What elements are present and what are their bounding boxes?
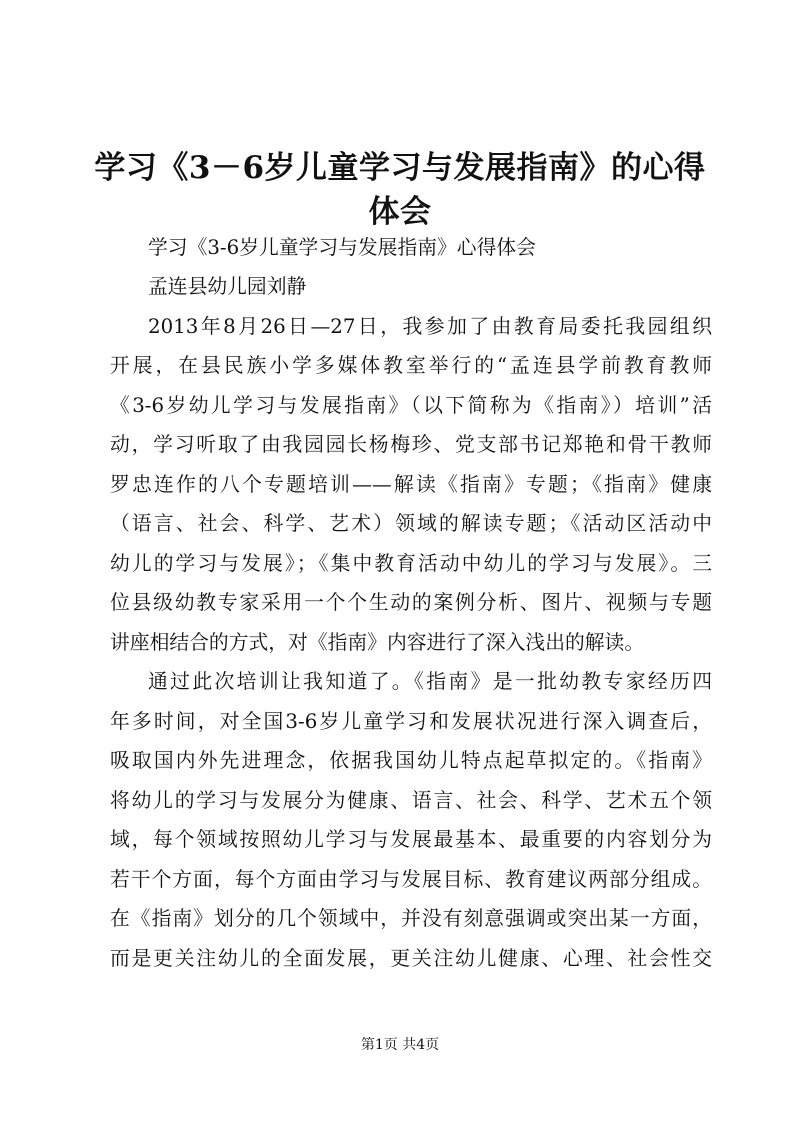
paragraph-1-line: 开展，在县民族小学多媒体教室举行的“孟连县学前教育教师 [110, 354, 712, 377]
paragraph-2-line: 而是更关注幼儿的全面发展，更关注幼儿健康、心理、社会性交 [110, 947, 712, 970]
paragraph-2-line: 通过此次培训让我知道了。《指南》是一批幼教专家经历四 [148, 670, 712, 693]
paragraph-2-line: 在《指南》划分的几个领域中，并没有刻意强调或突出某一方面， [110, 907, 712, 930]
paragraph-2-line: 将幼儿的学习与发展分为健康、语言、社会、科学、艺术五个领 [110, 789, 712, 812]
paragraph-2-line: 年多时间，对全国3-6岁儿童学习和发展状况进行深入调查后， [110, 710, 712, 733]
paragraph-1-line: （语言、社会、科学、艺术）领域的解读专题；《活动区活动中 [110, 512, 712, 535]
paragraph-1-line: 《3-6岁幼儿学习与发展指南》（以下简称为《指南》）培训”活 [110, 394, 712, 417]
document-title-line-1: 学习《3－6岁儿童学习与发展指南》的心得 [94, 150, 706, 186]
document-author: 孟连县幼儿园刘静 [148, 275, 307, 298]
paragraph-1-line: 幼儿的学习与发展》；《集中教育活动中幼儿的学习与发展》。三 [110, 552, 712, 575]
paragraph-1-line: 动，学习听取了由我园园长杨梅珍、党支部书记郑艳和骨干教师 [110, 433, 712, 456]
paragraph-2-line: 域，每个领域按照幼儿学习与发展最基本、最重要的内容划分为 [110, 828, 712, 851]
document-subtitle: 学习《3-6岁儿童学习与发展指南》心得体会 [148, 236, 536, 259]
paragraph-2-line: 若干个方面，每个方面由学习与发展目标、教育建议两部分组成。 [110, 868, 712, 891]
document-title-line-2: 体会 [368, 194, 432, 230]
page-footer: 第1页 共4页 [360, 1037, 440, 1053]
paragraph-1-line: 讲座相结合的方式，对《指南》内容进行了深入浅出的解读。 [110, 631, 645, 654]
paragraph-1-line: 罗忠连作的八个专题培训——解读《指南》专题；《指南》健康 [110, 473, 712, 496]
paragraph-1-line: 位县级幼教专家采用一个个生动的案例分析、图片、视频与专题 [110, 591, 712, 614]
paragraph-1-line: 2013年8月26日—27日，我参加了由教育局委托我园组织 [148, 315, 712, 338]
paragraph-2-line: 吸取国内外先进理念，依据我国幼儿特点起草拟定的。《指南》 [110, 749, 712, 772]
